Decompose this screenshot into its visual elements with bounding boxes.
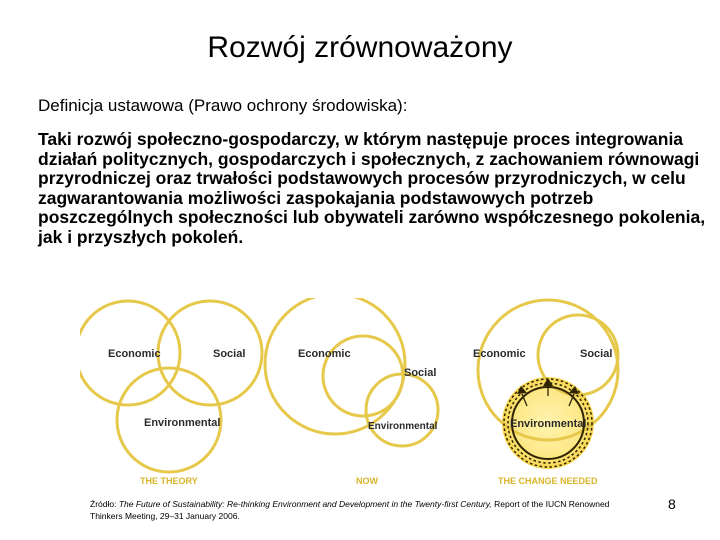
- theory-panel: [80, 301, 262, 486]
- definition-text: Taki rozwój społeczno-gospodarczy, w którym następuje proces integrowania działań politycznych, gospodarczych i społecznych, z zachowaniem równowagi przyrodniczej oraz trwałości podstawowych procesów przyrodniczych, w celu zagwarantowania możliwości zaspokajania podstawowych potrzeb poszczególnych społeczności lub obywateli zarówno współczesnego pokolenia, jak i przyszłych pokoleń.: [38, 129, 706, 247]
- sustainability-diagram: [80, 298, 640, 493]
- theory-economic-label: Economic: [108, 348, 161, 360]
- theory-environmental-label: Environmental: [144, 417, 221, 429]
- now-panel: [265, 298, 438, 486]
- change-caption: THE CHANGE NEEDED: [498, 476, 598, 486]
- change-panel: [473, 300, 618, 486]
- now-environmental-label: Environmental: [368, 421, 438, 432]
- now-caption: NOW: [356, 476, 378, 486]
- theory-caption: THE THEORY: [140, 476, 198, 486]
- source-suffix: Report of the IUCN Renowned Thinkers Meeting, 29–31 January 2006.: [90, 499, 610, 521]
- now-social-label: Social: [404, 367, 437, 379]
- page-number: 8: [668, 496, 676, 512]
- slide-title: Rozwój zrównoważony: [207, 31, 513, 64]
- change-social-label: Social: [580, 348, 613, 360]
- source-title: The Future of Sustainability: Re-thinking Environment and Development in the Twenty-first Century,: [118, 499, 492, 509]
- change-economic-label: Economic: [473, 348, 526, 360]
- now-economic-circle: [265, 298, 405, 434]
- change-environmental-label: Environmental: [510, 418, 587, 430]
- now-economic-label: Economic: [298, 348, 351, 360]
- definition-heading: Definicja ustawowa (Prawo ochrony środowiska):: [38, 96, 408, 115]
- theory-social-label: Social: [213, 348, 246, 360]
- source-prefix: Źródło:: [90, 499, 119, 509]
- source-citation: [90, 498, 630, 522]
